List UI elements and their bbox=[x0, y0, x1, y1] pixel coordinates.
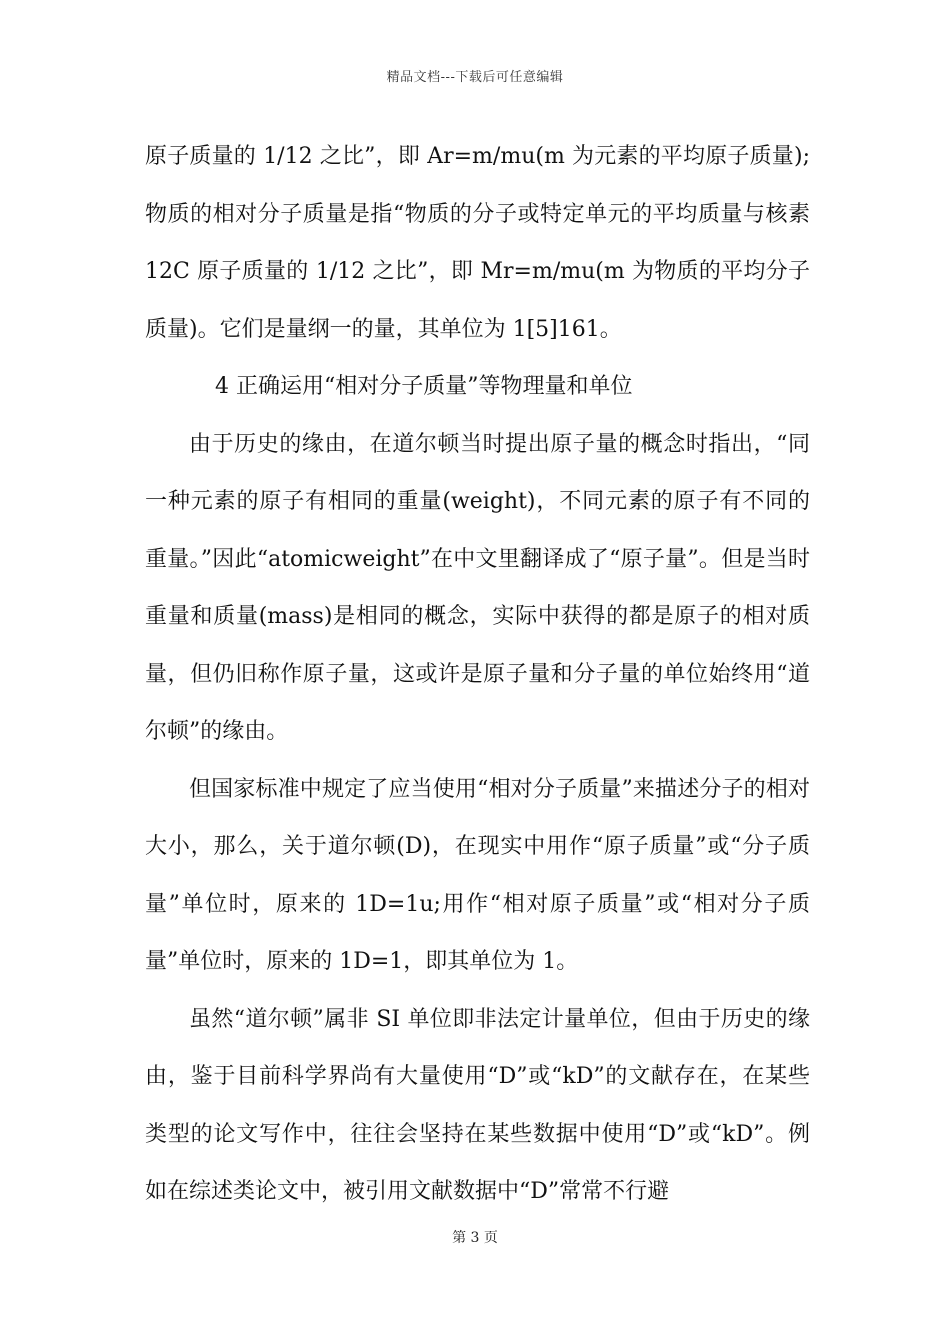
page-number: 第 3 页 bbox=[452, 1230, 498, 1246]
paragraph-non-si-unit: 虽然“道尔顿”属非 SI 单位即非法定计量单位，但由于历史的缘由，鉴于目前科学界尚有大量使用“D”或“kD”的文献存在，在某些类型的论文写作中，往往会坚持在某些数据中使用“D”或“kD”。例如在综述类论文中，被引用文献数据中“D”常常不行避 bbox=[145, 1006, 810, 1204]
document-body bbox=[145, 128, 810, 1221]
page-header: 精品文档---下载后可任意编辑 bbox=[386, 70, 564, 85]
section-heading: 4 正确运用“相对分子质量”等物理量和单位 bbox=[215, 374, 633, 399]
paragraph-dalton-history: 由于历史的缘由，在道尔顿当时提出原子量的概念时指出，“同一种元素的原子有相同的重量(weight)，不同元素的原子有不同的重量。”因此“atomicweight”在中文里翻译成了“原子量”。但是当时重量和质量(mass)是相同的概念，实际中获得的都是原子的相对质量，但仍旧称作原子量，这或许是原子量和分子量的单位始终用“道尔顿”的缘由。 bbox=[145, 431, 810, 744]
paragraph-relative-mass-definition: 原子质量的 1/12 之比”，即 Ar=m/mu(m 为元素的平均原子质量);物质的相对分子质量是指“物质的分子或特定单元的平均质量与核素 12C 原子质量的 1/12 之比”，即 Mr=m/mu(m 为物质的平均分子质量)。它们是量纲一的量，其单位为 1[5]161。 bbox=[145, 144, 810, 342]
paragraph-national-standard: 但国家标准中规定了应当使用“相对分子质量”来描述分子的相对大小，那么，关于道尔顿(D)，在现实中用作“原子质量”或“分子质量”单位时，原来的 1D=1u;用作“相对原子质量”或“相对分子质量”单位时，原来的 1D=1，即其单位为 1。 bbox=[145, 776, 810, 974]
